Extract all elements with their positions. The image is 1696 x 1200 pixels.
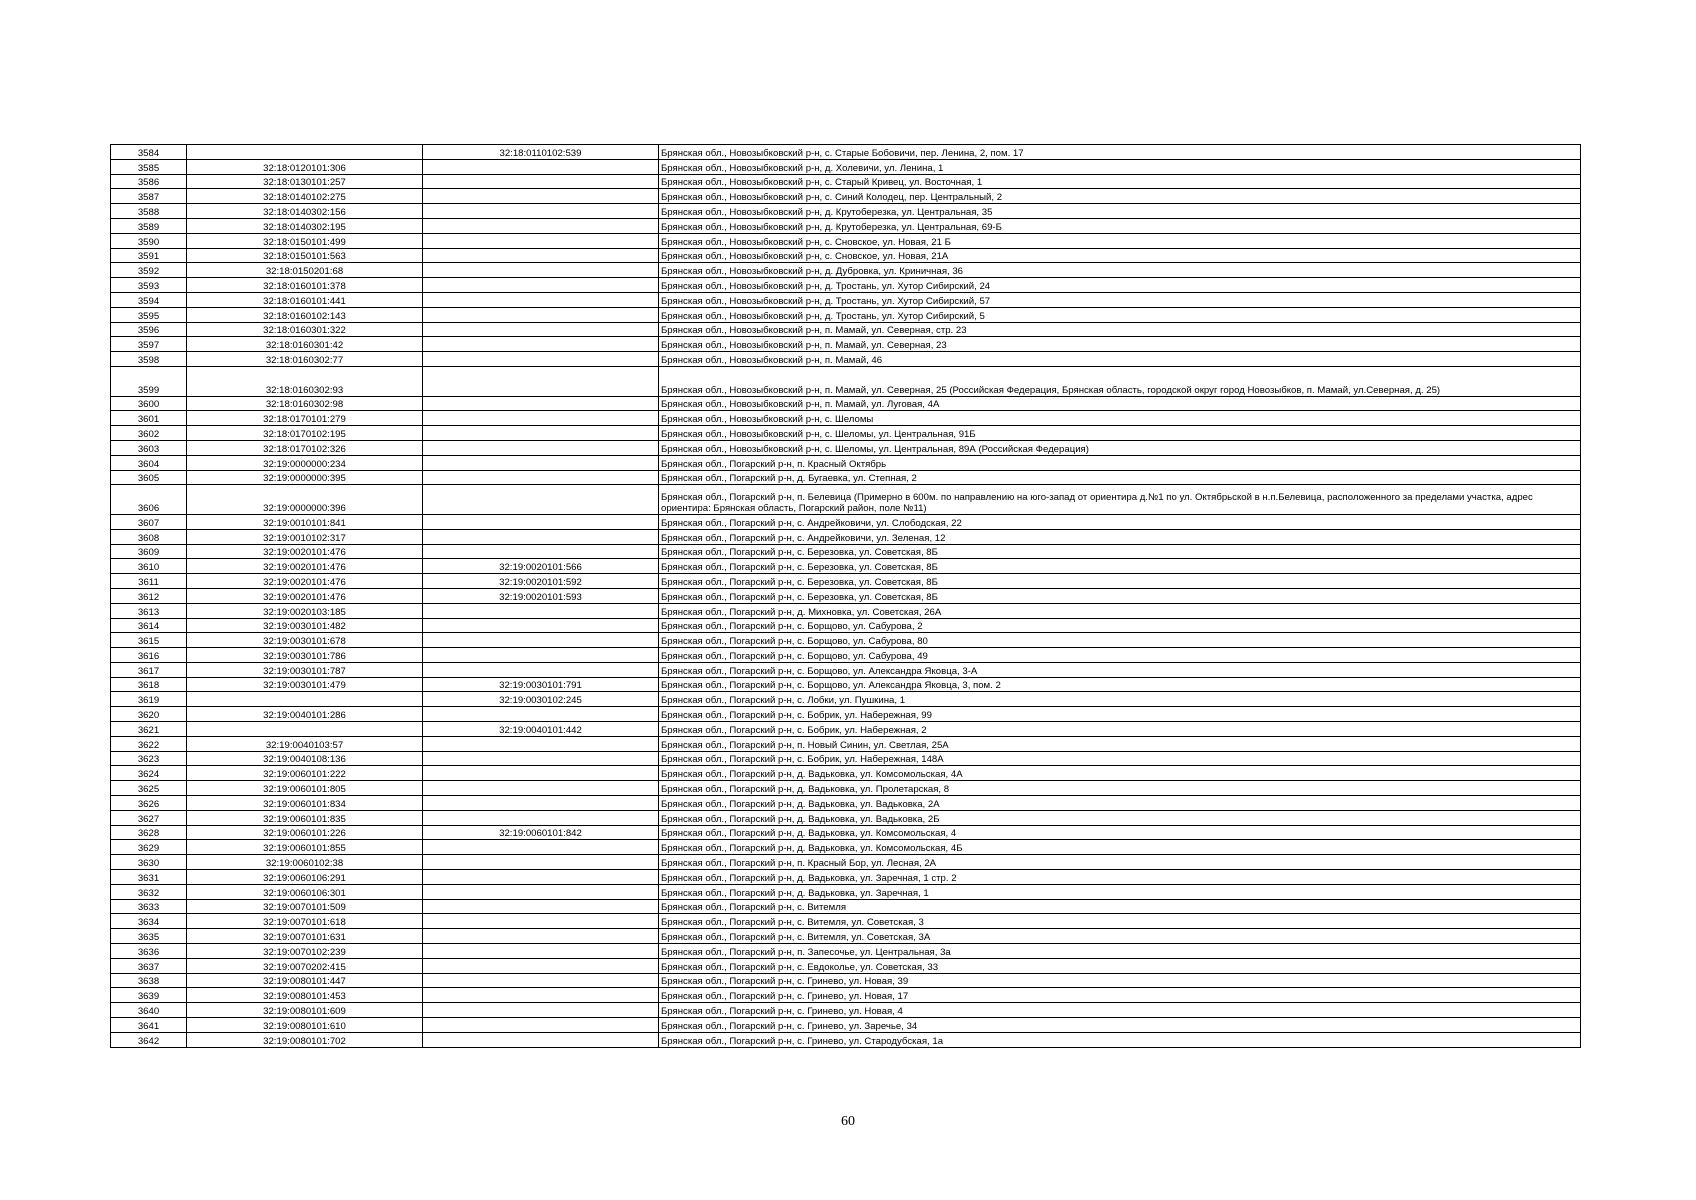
premises-cadastral-number-cell: 32:19:0040101:442 — [423, 722, 659, 737]
table-row — [111, 204, 1581, 219]
address-cell: Брянская обл., Погарский р-н, с. Березовка, ул. Советская, 8Б — [659, 574, 1581, 589]
cadastral-number-cell — [187, 692, 423, 707]
premises-cadastral-number-cell — [423, 1032, 659, 1047]
table-row — [111, 544, 1581, 559]
address-cell: Брянская обл., Погарский р-н, с. Витемля, ул. Советская, 3 — [659, 914, 1581, 929]
address-cell: Брянская обл., Новозыбковский р-н, с. Старые Бобовичи, пер. Ленина, 2, пом. 17 — [659, 145, 1581, 160]
cadastral-number-cell: 32:19:0030101:678 — [187, 633, 423, 648]
cadastral-number-cell: 32:19:0010102:317 — [187, 529, 423, 544]
premises-cadastral-number-cell — [423, 366, 659, 396]
cadastral-number-cell: 32:19:0020101:476 — [187, 559, 423, 574]
table-row — [111, 529, 1581, 544]
table-row — [111, 840, 1581, 855]
cadastral-number-cell: 32:19:0060101:835 — [187, 810, 423, 825]
row-number-cell: 3622 — [111, 736, 187, 751]
address-cell: Брянская обл., Новозыбковский р-н, д. Тростань, ул. Хутор Сибирский, 24 — [659, 278, 1581, 293]
table-row — [111, 796, 1581, 811]
table-row — [111, 736, 1581, 751]
address-cell: Брянская обл., Новозыбковский р-н, д. Тростань, ул. Хутор Сибирский, 57 — [659, 292, 1581, 307]
table-row — [111, 322, 1581, 337]
premises-cadastral-number-cell — [423, 973, 659, 988]
premises-cadastral-number-cell: 32:19:0060101:842 — [423, 825, 659, 840]
address-cell: Брянская обл., Погарский р-н, с. Гринево, ул. Новая, 4 — [659, 1003, 1581, 1018]
premises-cadastral-number-cell — [423, 766, 659, 781]
address-cell: Брянская обл., Погарский р-н, с. Лобки, ул. Пушкина, 1 — [659, 692, 1581, 707]
address-cell: Брянская обл., Новозыбковский р-н, п. Мамай, ул. Северная, 25 (Российская Федерация, Брянская область, городской округ город Новозыбков, п. Мамай, ул.Северная, д. 25) — [659, 366, 1581, 396]
address-cell: Брянская обл., Погарский р-н, с. Бобрик, ул. Набережная, 99 — [659, 707, 1581, 722]
premises-cadastral-number-cell — [423, 633, 659, 648]
premises-cadastral-number-cell — [423, 1003, 659, 1018]
premises-cadastral-number-cell — [423, 204, 659, 219]
cadastral-number-cell: 32:19:0000000:234 — [187, 455, 423, 470]
cadastral-number-cell: 32:19:0060101:805 — [187, 781, 423, 796]
address-cell: Брянская обл., Новозыбковский р-н, д. Холевичи, ул. Ленина, 1 — [659, 159, 1581, 174]
premises-cadastral-number-cell — [423, 544, 659, 559]
row-number-cell: 3605 — [111, 470, 187, 485]
table-row — [111, 914, 1581, 929]
cadastral-number-cell: 32:18:0160302:93 — [187, 366, 423, 396]
row-number-cell: 3639 — [111, 988, 187, 1003]
address-cell: Брянская обл., Погарский р-н, д. Вадьковка, ул. Комсомольская, 4 — [659, 825, 1581, 840]
row-number-cell: 3599 — [111, 366, 187, 396]
row-number-cell: 3586 — [111, 174, 187, 189]
row-number-cell: 3637 — [111, 958, 187, 973]
address-cell: Брянская обл., Погарский р-н, с. Бобрик, ул. Набережная, 2 — [659, 722, 1581, 737]
table-row — [111, 218, 1581, 233]
cadastral-number-cell: 32:18:0150101:499 — [187, 233, 423, 248]
row-number-cell: 3632 — [111, 884, 187, 899]
premises-cadastral-number-cell — [423, 322, 659, 337]
address-cell: Брянская обл., Новозыбковский р-н, с. Шеломы, ул. Центральная, 91Б — [659, 426, 1581, 441]
premises-cadastral-number-cell — [423, 751, 659, 766]
premises-cadastral-number-cell — [423, 603, 659, 618]
cadastral-number-cell: 32:18:0140102:275 — [187, 189, 423, 204]
address-cell: Брянская обл., Новозыбковский р-н, п. Мамай, ул. Северная, стр. 23 — [659, 322, 1581, 337]
premises-cadastral-number-cell — [423, 707, 659, 722]
row-number-cell: 3623 — [111, 751, 187, 766]
cadastral-number-cell: 32:19:0060101:855 — [187, 840, 423, 855]
cadastral-number-cell: 32:18:0150201:68 — [187, 263, 423, 278]
table-row — [111, 485, 1581, 515]
address-cell: Брянская обл., Погарский р-н, д. Вадьковка, ул. Пролетарская, 8 — [659, 781, 1581, 796]
address-cell: Брянская обл., Погарский р-н, д. Михновка, ул. Советская, 26А — [659, 603, 1581, 618]
cadastral-number-cell: 32:19:0070101:618 — [187, 914, 423, 929]
cadastral-number-cell: 32:19:0070101:509 — [187, 899, 423, 914]
row-number-cell: 3611 — [111, 574, 187, 589]
address-cell: Брянская обл., Погарский р-н, с. Гринево, ул. Заречье, 34 — [659, 1018, 1581, 1033]
row-number-cell: 3634 — [111, 914, 187, 929]
address-cell: Брянская обл., Новозыбковский р-н, п. Мамай, ул. Северная, 23 — [659, 337, 1581, 352]
address-cell: Брянская обл., Погарский р-н, с. Борщово, ул. Александра Яковца, 3, пом. 2 — [659, 677, 1581, 692]
premises-cadastral-number-cell — [423, 1018, 659, 1033]
premises-cadastral-number-cell — [423, 352, 659, 367]
cadastral-number-cell: 32:18:0170102:326 — [187, 440, 423, 455]
address-cell: Брянская обл., Новозыбковский р-н, с. Сновское, ул. Новая, 21 Б — [659, 233, 1581, 248]
row-number-cell: 3601 — [111, 411, 187, 426]
premises-cadastral-number-cell — [423, 870, 659, 885]
table-row — [111, 1003, 1581, 1018]
premises-cadastral-number-cell — [423, 929, 659, 944]
table-row — [111, 988, 1581, 1003]
row-number-cell: 3620 — [111, 707, 187, 722]
cadastral-number-cell: 32:19:0040103:57 — [187, 736, 423, 751]
table-row — [111, 278, 1581, 293]
cadastral-number-cell: 32:19:0060101:222 — [187, 766, 423, 781]
cadastral-number-cell: 32:19:0000000:396 — [187, 485, 423, 515]
table-row — [111, 307, 1581, 322]
address-cell: Брянская обл., Погарский р-н, п. Запесочье, ул. Центральная, 3а — [659, 944, 1581, 959]
address-cell: Брянская обл., Новозыбковский р-н, п. Мамай, 46 — [659, 352, 1581, 367]
address-cell: Брянская обл., Новозыбковский р-н, с. Шеломы — [659, 411, 1581, 426]
cadastral-number-cell: 32:19:0080101:610 — [187, 1018, 423, 1033]
row-number-cell: 3602 — [111, 426, 187, 441]
premises-cadastral-number-cell — [423, 796, 659, 811]
cadastral-number-cell: 32:19:0030101:787 — [187, 662, 423, 677]
premises-cadastral-number-cell — [423, 248, 659, 263]
cadastral-number-cell: 32:19:0070101:631 — [187, 929, 423, 944]
premises-cadastral-number-cell — [423, 618, 659, 633]
premises-cadastral-number-cell: 32:19:0020101:593 — [423, 588, 659, 603]
row-number-cell: 3642 — [111, 1032, 187, 1047]
cadastral-number-cell: 32:18:0160101:441 — [187, 292, 423, 307]
table-row — [111, 263, 1581, 278]
table-row — [111, 810, 1581, 825]
row-number-cell: 3638 — [111, 973, 187, 988]
table-row — [111, 248, 1581, 263]
row-number-cell: 3630 — [111, 855, 187, 870]
premises-cadastral-number-cell — [423, 396, 659, 411]
row-number-cell: 3626 — [111, 796, 187, 811]
address-cell: Брянская обл., Новозыбковский р-н, д. Дубровка, ул. Криничная, 36 — [659, 263, 1581, 278]
table-row — [111, 352, 1581, 367]
row-number-cell: 3596 — [111, 322, 187, 337]
premises-cadastral-number-cell — [423, 648, 659, 663]
table-row — [111, 692, 1581, 707]
address-cell: Брянская обл., Погарский р-н, д. Вадьковка, ул. Вадьковка, 2А — [659, 796, 1581, 811]
row-number-cell: 3608 — [111, 529, 187, 544]
cadastral-number-cell: 32:19:0060102:38 — [187, 855, 423, 870]
cadastral-number-cell — [187, 722, 423, 737]
cadastral-number-cell: 32:19:0020101:476 — [187, 574, 423, 589]
table-row — [111, 884, 1581, 899]
row-number-cell: 3595 — [111, 307, 187, 322]
address-cell: Брянская обл., Погарский р-н, с. Гринево, ул. Новая, 39 — [659, 973, 1581, 988]
address-cell: Брянская обл., Погарский р-н, п. Новый Синин, ул. Светлая, 25А — [659, 736, 1581, 751]
table-row — [111, 958, 1581, 973]
row-number-cell: 3594 — [111, 292, 187, 307]
table-row — [111, 929, 1581, 944]
premises-cadastral-number-cell — [423, 485, 659, 515]
address-cell: Брянская обл., Погарский р-н, с. Борщово, ул. Александра Яковца, 3-А — [659, 662, 1581, 677]
cadastral-number-cell: 32:19:0080101:453 — [187, 988, 423, 1003]
row-number-cell: 3640 — [111, 1003, 187, 1018]
row-number-cell: 3614 — [111, 618, 187, 633]
premises-cadastral-number-cell — [423, 278, 659, 293]
table-row — [111, 588, 1581, 603]
row-number-cell: 3603 — [111, 440, 187, 455]
table-row — [111, 944, 1581, 959]
row-number-cell: 3617 — [111, 662, 187, 677]
cadastral-number-cell: 32:19:0020101:476 — [187, 588, 423, 603]
cadastral-number-cell: 32:18:0140302:195 — [187, 218, 423, 233]
address-cell: Брянская обл., Погарский р-н, с. Борщово, ул. Сабурова, 80 — [659, 633, 1581, 648]
cadastral-number-cell: 32:19:0060101:226 — [187, 825, 423, 840]
premises-cadastral-number-cell: 32:19:0020101:592 — [423, 574, 659, 589]
cadastral-number-cell — [187, 145, 423, 160]
cadastral-number-cell: 32:19:0030101:479 — [187, 677, 423, 692]
cadastral-number-cell: 32:19:0040108:136 — [187, 751, 423, 766]
address-cell: Брянская обл., Новозыбковский р-н, с. Старый Кривец, ул. Восточная, 1 — [659, 174, 1581, 189]
table-row — [111, 870, 1581, 885]
row-number-cell: 3593 — [111, 278, 187, 293]
table-row — [111, 648, 1581, 663]
cadastral-number-cell: 32:18:0160101:378 — [187, 278, 423, 293]
cadastral-number-cell: 32:19:0070102:239 — [187, 944, 423, 959]
premises-cadastral-number-cell — [423, 855, 659, 870]
address-cell: Брянская обл., Погарский р-н, с. Борщово, ул. Сабурова, 49 — [659, 648, 1581, 663]
row-number-cell: 3606 — [111, 485, 187, 515]
premises-cadastral-number-cell — [423, 529, 659, 544]
premises-cadastral-number-cell — [423, 514, 659, 529]
row-number-cell: 3615 — [111, 633, 187, 648]
table-row — [111, 292, 1581, 307]
table-row — [111, 662, 1581, 677]
premises-cadastral-number-cell — [423, 781, 659, 796]
cadastral-number-cell: 32:18:0130101:257 — [187, 174, 423, 189]
premises-cadastral-number-cell — [423, 159, 659, 174]
row-number-cell: 3584 — [111, 145, 187, 160]
premises-cadastral-number-cell — [423, 914, 659, 929]
premises-cadastral-number-cell — [423, 899, 659, 914]
cadastral-number-cell: 32:19:0080101:447 — [187, 973, 423, 988]
table-row — [111, 559, 1581, 574]
table-row — [111, 574, 1581, 589]
cadastral-number-cell: 32:19:0060106:301 — [187, 884, 423, 899]
premises-cadastral-number-cell — [423, 218, 659, 233]
row-number-cell: 3585 — [111, 159, 187, 174]
premises-cadastral-number-cell — [423, 426, 659, 441]
page-number: 60 — [841, 1114, 855, 1129]
address-cell: Брянская обл., Погарский р-н, д. Вадьковка, ул. Вадьковка, 2Б — [659, 810, 1581, 825]
table-row — [111, 603, 1581, 618]
address-cell: Брянская обл., Погарский р-н, с. Витемля, ул. Советская, 3А — [659, 929, 1581, 944]
row-number-cell: 3613 — [111, 603, 187, 618]
table-row — [111, 470, 1581, 485]
table-row — [111, 855, 1581, 870]
cadastral-number-cell: 32:18:0160302:77 — [187, 352, 423, 367]
table-row — [111, 707, 1581, 722]
cadastral-number-cell: 32:19:0010101:841 — [187, 514, 423, 529]
row-number-cell: 3641 — [111, 1018, 187, 1033]
table-row — [111, 174, 1581, 189]
premises-cadastral-number-cell — [423, 292, 659, 307]
address-cell: Брянская обл., Погарский р-н, с. Бобрик, ул. Набережная, 148А — [659, 751, 1581, 766]
address-cell: Брянская обл., Погарский р-н, с. Гринево, ул. Стародубская, 1а — [659, 1032, 1581, 1047]
row-number-cell: 3633 — [111, 899, 187, 914]
premises-cadastral-number-cell — [423, 884, 659, 899]
table-row — [111, 455, 1581, 470]
table-row — [111, 781, 1581, 796]
address-cell: Брянская обл., Новозыбковский р-н, с. Синий Колодец, пер. Центральный, 2 — [659, 189, 1581, 204]
table-body — [111, 145, 1581, 1048]
property-register-table — [110, 144, 1581, 1048]
address-cell: Брянская обл., Погарский р-н, с. Березовка, ул. Советская, 8Б — [659, 544, 1581, 559]
row-number-cell: 3636 — [111, 944, 187, 959]
premises-cadastral-number-cell: 32:19:0030102:245 — [423, 692, 659, 707]
address-cell: Брянская обл., Погарский р-н, п. Красный Бор, ул. Лесная, 2А — [659, 855, 1581, 870]
premises-cadastral-number-cell — [423, 470, 659, 485]
row-number-cell: 3619 — [111, 692, 187, 707]
cadastral-number-cell: 32:19:0020101:476 — [187, 544, 423, 559]
row-number-cell: 3629 — [111, 840, 187, 855]
address-cell: Брянская обл., Новозыбковский р-н, д. Крутоберезка, ул. Центральная, 69-Б — [659, 218, 1581, 233]
cadastral-number-cell: 32:18:0160301:42 — [187, 337, 423, 352]
cadastral-number-cell: 32:19:0070202:415 — [187, 958, 423, 973]
cadastral-number-cell: 32:19:0000000:395 — [187, 470, 423, 485]
table-row — [111, 722, 1581, 737]
table-row — [111, 1032, 1581, 1047]
row-number-cell: 3588 — [111, 204, 187, 219]
premises-cadastral-number-cell — [423, 337, 659, 352]
address-cell: Брянская обл., Погарский р-н, с. Андрейковичи, ул. Зеленая, 12 — [659, 529, 1581, 544]
row-number-cell: 3616 — [111, 648, 187, 663]
premises-cadastral-number-cell — [423, 189, 659, 204]
table-row — [111, 233, 1581, 248]
table-row — [111, 633, 1581, 648]
premises-cadastral-number-cell — [423, 736, 659, 751]
row-number-cell: 3628 — [111, 825, 187, 840]
cadastral-number-cell: 32:19:0040101:286 — [187, 707, 423, 722]
premises-cadastral-number-cell — [423, 840, 659, 855]
address-cell: Брянская обл., Погарский р-н, с. Витемля — [659, 899, 1581, 914]
row-number-cell: 3597 — [111, 337, 187, 352]
row-number-cell: 3598 — [111, 352, 187, 367]
table-row — [111, 426, 1581, 441]
row-number-cell: 3621 — [111, 722, 187, 737]
address-cell: Брянская обл., Новозыбковский р-н, д. Крутоберезка, ул. Центральная, 35 — [659, 204, 1581, 219]
cadastral-number-cell: 32:19:0080101:702 — [187, 1032, 423, 1047]
address-cell: Брянская обл., Новозыбковский р-н, с. Сновское, ул. Новая, 21А — [659, 248, 1581, 263]
row-number-cell: 3590 — [111, 233, 187, 248]
table-row — [111, 189, 1581, 204]
premises-cadastral-number-cell: 32:18:0110102:539 — [423, 145, 659, 160]
cadastral-number-cell: 32:18:0120101:306 — [187, 159, 423, 174]
address-cell: Брянская обл., Новозыбковский р-н, п. Мамай, ул. Луговая, 4А — [659, 396, 1581, 411]
row-number-cell: 3589 — [111, 218, 187, 233]
cadastral-number-cell: 32:18:0160102:143 — [187, 307, 423, 322]
row-number-cell: 3592 — [111, 263, 187, 278]
row-number-cell: 3635 — [111, 929, 187, 944]
cadastral-number-cell: 32:18:0170102:195 — [187, 426, 423, 441]
address-cell: Брянская обл., Погарский р-н, п. Красный Октябрь — [659, 455, 1581, 470]
premises-cadastral-number-cell — [423, 440, 659, 455]
table-row — [111, 825, 1581, 840]
table-row — [111, 751, 1581, 766]
table-row — [111, 514, 1581, 529]
address-cell: Брянская обл., Погарский р-н, с. Гринево, ул. Новая, 17 — [659, 988, 1581, 1003]
premises-cadastral-number-cell — [423, 944, 659, 959]
row-number-cell: 3627 — [111, 810, 187, 825]
address-cell: Брянская обл., Погарский р-н, с. Андрейковичи, ул. Слободская, 22 — [659, 514, 1581, 529]
row-number-cell: 3612 — [111, 588, 187, 603]
address-cell: Брянская обл., Погарский р-н, с. Березовка, ул. Советская, 8Б — [659, 559, 1581, 574]
row-number-cell: 3618 — [111, 677, 187, 692]
cadastral-number-cell: 32:19:0020103:185 — [187, 603, 423, 618]
address-cell: Брянская обл., Новозыбковский р-н, д. Тростань, ул. Хутор Сибирский, 5 — [659, 307, 1581, 322]
premises-cadastral-number-cell: 32:19:0030101:791 — [423, 677, 659, 692]
row-number-cell: 3625 — [111, 781, 187, 796]
row-number-cell: 3604 — [111, 455, 187, 470]
row-number-cell: 3631 — [111, 870, 187, 885]
cadastral-number-cell: 32:19:0030101:786 — [187, 648, 423, 663]
table-row — [111, 337, 1581, 352]
premises-cadastral-number-cell — [423, 307, 659, 322]
cadastral-number-cell: 32:18:0170101:279 — [187, 411, 423, 426]
table-row — [111, 145, 1581, 160]
table-row — [111, 618, 1581, 633]
table-row — [111, 159, 1581, 174]
premises-cadastral-number-cell — [423, 662, 659, 677]
premises-cadastral-number-cell — [423, 455, 659, 470]
address-cell: Брянская обл., Погарский р-н, д. Вадьковка, ул. Заречная, 1 — [659, 884, 1581, 899]
row-number-cell: 3607 — [111, 514, 187, 529]
premises-cadastral-number-cell — [423, 263, 659, 278]
cadastral-number-cell: 32:19:0080101:609 — [187, 1003, 423, 1018]
address-cell: Брянская обл., Погарский р-н, с. Березовка, ул. Советская, 8Б — [659, 588, 1581, 603]
premises-cadastral-number-cell — [423, 233, 659, 248]
cadastral-number-cell: 32:19:0030101:482 — [187, 618, 423, 633]
premises-cadastral-number-cell — [423, 810, 659, 825]
cadastral-number-cell: 32:18:0160301:322 — [187, 322, 423, 337]
row-number-cell: 3624 — [111, 766, 187, 781]
table-row — [111, 366, 1581, 396]
premises-cadastral-number-cell: 32:19:0020101:566 — [423, 559, 659, 574]
address-cell: Брянская обл., Погарский р-н, д. Вадьковка, ул. Заречная, 1 стр. 2 — [659, 870, 1581, 885]
table-row — [111, 396, 1581, 411]
row-number-cell: 3587 — [111, 189, 187, 204]
table-row — [111, 1018, 1581, 1033]
address-cell: Брянская обл., Погарский р-н, с. Борщово, ул. Сабурова, 2 — [659, 618, 1581, 633]
table-row — [111, 899, 1581, 914]
address-cell: Брянская обл., Погарский р-н, д. Вадьковка, ул. Комсомольская, 4А — [659, 766, 1581, 781]
cadastral-number-cell: 32:18:0160302:98 — [187, 396, 423, 411]
table-row — [111, 677, 1581, 692]
address-cell: Брянская обл., Погарский р-н, д. Вадьковка, ул. Комсомольская, 4Б — [659, 840, 1581, 855]
row-number-cell: 3609 — [111, 544, 187, 559]
premises-cadastral-number-cell — [423, 988, 659, 1003]
premises-cadastral-number-cell — [423, 174, 659, 189]
premises-cadastral-number-cell — [423, 411, 659, 426]
row-number-cell: 3610 — [111, 559, 187, 574]
cadastral-number-cell: 32:18:0140302:156 — [187, 204, 423, 219]
premises-cadastral-number-cell — [423, 958, 659, 973]
cadastral-number-cell: 32:19:0060101:834 — [187, 796, 423, 811]
table-row — [111, 440, 1581, 455]
row-number-cell: 3591 — [111, 248, 187, 263]
row-number-cell: 3600 — [111, 396, 187, 411]
address-cell: Брянская обл., Новозыбковский р-н, с. Шеломы, ул. Центральная, 89А (Российская Федерация) — [659, 440, 1581, 455]
address-cell: Брянская обл., Погарский р-н, п. Белевица (Примерно в 600м. по направлению на юго-запад от ориентира д.№1 по ул. Октябрьской в н.п.Белевица, расположенного за пределами участка, адрес ориентира: Брянская область, Погарский район, поле №11) — [659, 485, 1581, 515]
cadastral-number-cell: 32:18:0150101:563 — [187, 248, 423, 263]
address-cell: Брянская обл., Погарский р-н, с. Евдоколье, ул. Советская, 33 — [659, 958, 1581, 973]
table-row — [111, 766, 1581, 781]
address-cell: Брянская обл., Погарский р-н, д. Бугаевка, ул. Степная, 2 — [659, 470, 1581, 485]
table-row — [111, 411, 1581, 426]
table-row — [111, 973, 1581, 988]
cadastral-number-cell: 32:19:0060106:291 — [187, 870, 423, 885]
